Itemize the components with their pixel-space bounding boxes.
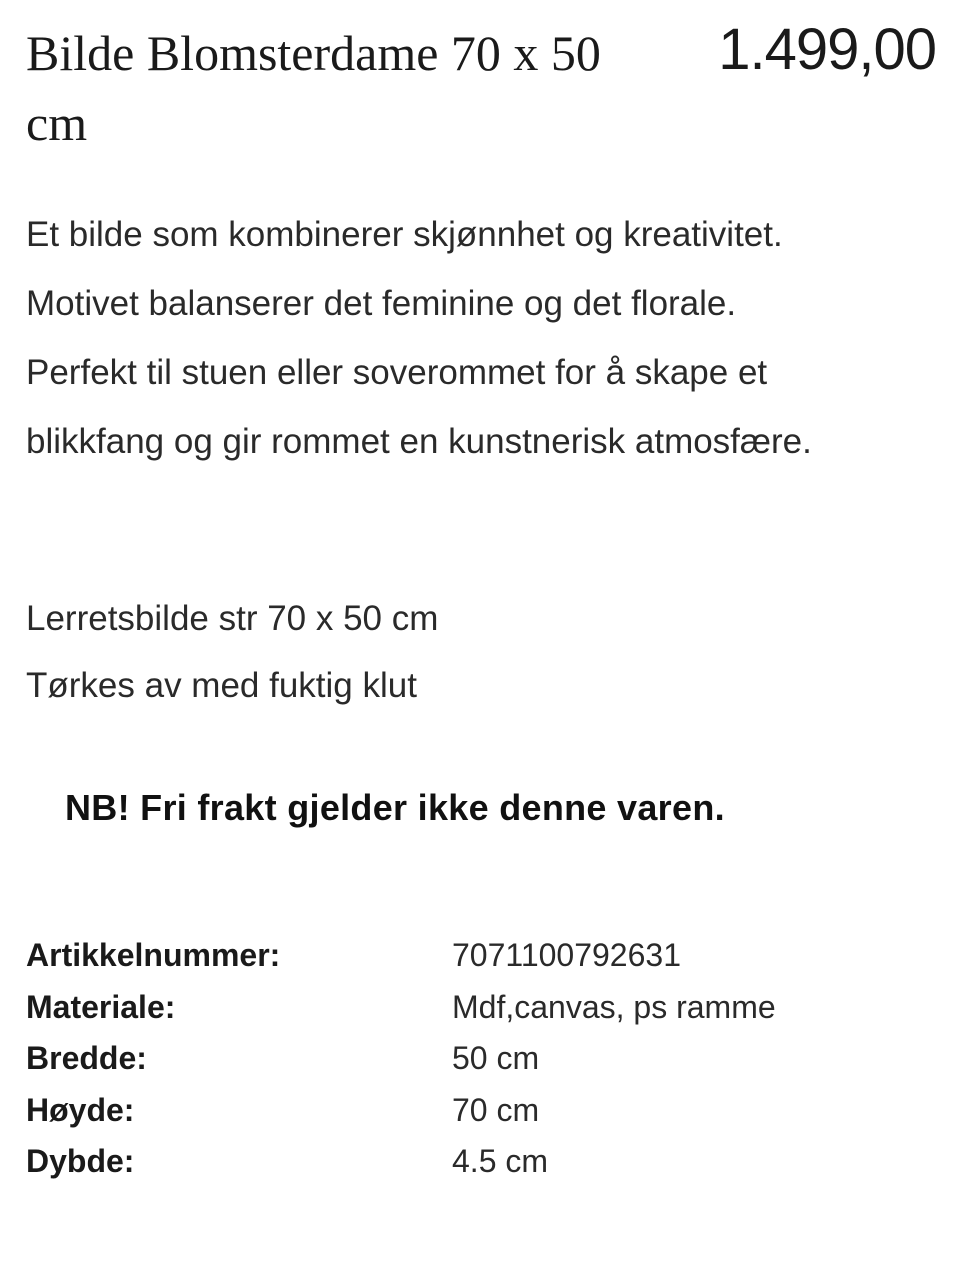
spec-table bbox=[26, 930, 936, 1188]
spec-value: 4.5 cm bbox=[452, 1143, 549, 1180]
spec-label: Artikkelnummer: bbox=[26, 937, 281, 974]
spec-row bbox=[26, 982, 936, 1034]
spec-label: Dybde: bbox=[26, 1143, 135, 1180]
description-line: blikkfang og gir rommet en kunstnerisk atmosfære. bbox=[26, 422, 812, 461]
spec-value: Mdf,canvas, ps ramme bbox=[452, 988, 776, 1025]
product-title: Bilde Blomsterdame 70 x 50 cm bbox=[26, 25, 601, 151]
detail-line: Tørkes av med fuktig klut bbox=[26, 666, 417, 705]
spec-label: Bredde: bbox=[26, 1040, 147, 1077]
spec-value: 70 cm bbox=[452, 1091, 540, 1128]
spec-row bbox=[26, 1085, 936, 1137]
spec-row bbox=[26, 1033, 936, 1085]
description-line: Perfekt til stuen eller soverommet for å skape et bbox=[26, 353, 768, 392]
product-description bbox=[26, 200, 936, 476]
spec-row bbox=[26, 1136, 936, 1188]
description-line: Motivet balanserer det feminine og det florale. bbox=[26, 284, 737, 323]
shipping-notice: NB! Fri frakt gjelder ikke denne varen. bbox=[65, 787, 725, 828]
product-price: 1.499,00 bbox=[718, 17, 936, 82]
spec-value: 50 cm bbox=[452, 1040, 540, 1077]
product-details bbox=[26, 585, 936, 719]
product-header bbox=[26, 18, 936, 158]
spec-label: Materiale: bbox=[26, 988, 176, 1025]
description-line: Et bilde som kombinerer skjønnhet og kreativitet. bbox=[26, 215, 783, 254]
spec-value: 7071100792631 bbox=[452, 937, 681, 974]
spec-label: Høyde: bbox=[26, 1091, 135, 1128]
detail-line: Lerretsbilde str 70 x 50 cm bbox=[26, 599, 439, 638]
spec-row bbox=[26, 930, 936, 982]
